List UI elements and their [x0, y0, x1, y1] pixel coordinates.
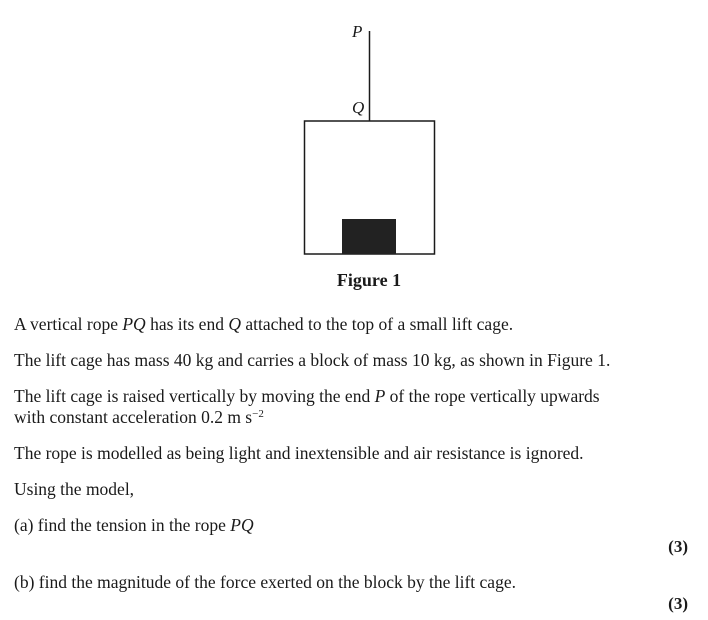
figure-caption: Figure 1 [336, 270, 402, 290]
question-part-b: (b) find the magnitude of the force exerted on the block by the lift cage. [14, 572, 516, 592]
paragraph-masses: The lift cage has mass 40 kg and carries a block of mass 10 kg, as shown in Figure 1. [14, 350, 611, 370]
block [342, 219, 396, 254]
paragraph-model: The rope is modelled as being light and inextensible and air resistance is ignored. [14, 443, 584, 463]
question-part-a: (a) find the tension in the rope PQ [14, 515, 254, 535]
marks-part-b: (3) [668, 594, 688, 613]
label-p: P [352, 22, 363, 41]
paragraph-acceleration: The lift cage is raised vertically by moving the end P of the rope vertically upwards with constant acceleration 0.2 m $s^{-2}$ [14, 386, 600, 427]
marks-part-a: (3) [668, 537, 688, 556]
label-q: Q [352, 98, 365, 117]
paragraph-using-model: Using the model, [14, 479, 135, 499]
figure-1 [0, 0, 708, 300]
lift-cage-diagram [0, 0, 708, 300]
paragraph-rope: A vertical rope PQ has its end Q attached to the top of a small lift cage. [14, 314, 514, 334]
